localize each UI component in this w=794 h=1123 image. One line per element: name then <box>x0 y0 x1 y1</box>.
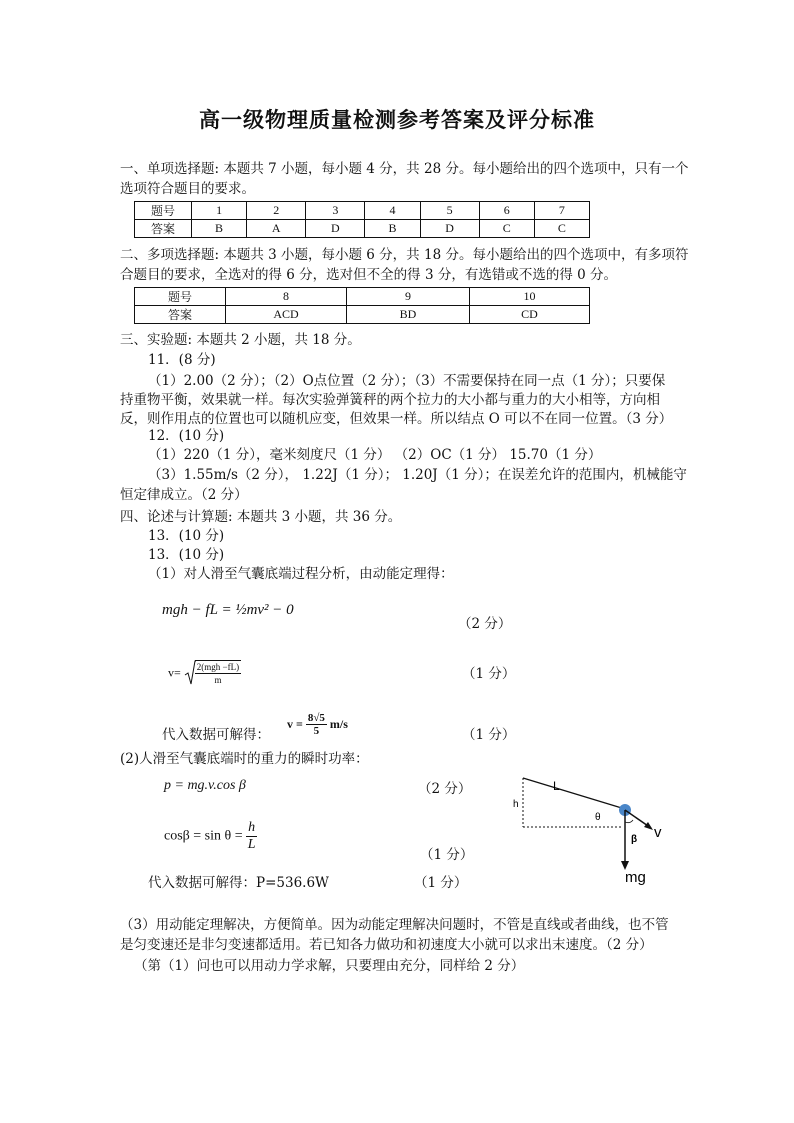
answer-cell: B <box>192 220 247 238</box>
label-beta: β <box>631 834 638 845</box>
table-row <box>135 288 590 306</box>
table-row <box>135 306 590 324</box>
velocity-value-score: （1 分） <box>462 727 516 743</box>
velocity-sqrt-formula <box>168 660 241 686</box>
section1-line1: 一、单项选择题: 本题共 7 小题，每小题 4 分，共 28 分。每小题给出的四个选项中，只有一个 <box>120 161 689 177</box>
q12-line1: （1）220（1 分），毫米刻度尺（1 分） （2）OC（1 分） 15.70（1 分） <box>148 447 602 463</box>
power-result-score: （1 分） <box>414 875 468 891</box>
number-cell: 9 <box>347 288 470 306</box>
number-cell: 3 <box>306 202 365 220</box>
cos-beta-score: （1 分） <box>420 847 474 863</box>
part1-text: （1）对人滑至气囊底端过程分析，由动能定理得： <box>148 566 454 582</box>
q12-line3: 恒定律成立。（2 分） <box>120 487 248 503</box>
number-cell: 2 <box>247 202 306 220</box>
section2-line2: 合题目的要求，全选对的得 6 分，选对但不全的得 3 分，有选错或不选的得 0 分。 <box>120 267 618 283</box>
number-cell: 10 <box>470 288 590 306</box>
part3-line1: （3）用动能定理解决，方便简单。因为动能定理解决问题时，不管是直线或者曲线，也不管 <box>120 917 669 933</box>
power-equation-score: （2 分） <box>418 781 472 797</box>
cos-beta-prefix: cosβ = sin θ = <box>164 828 243 844</box>
velocity-prefix: v= <box>168 665 181 680</box>
label-L: L <box>553 779 560 793</box>
velocity-denominator: 5 <box>313 725 320 737</box>
power-equation: p = mg.v.cos β <box>164 778 246 793</box>
answer-label-cell: 答案 <box>135 220 192 238</box>
label-theta: θ <box>595 812 601 823</box>
energy-equation-score: （2 分） <box>458 616 512 632</box>
answer-cell: B <box>365 220 420 238</box>
answer-cell: CD <box>470 306 590 324</box>
answer-cell: D <box>306 220 365 238</box>
cos-beta-denominator: L <box>247 837 256 852</box>
number-cell: 8 <box>226 288 347 306</box>
q13-heading: 13．(10 分) <box>148 528 225 544</box>
sqrt-denominator: m <box>214 675 222 685</box>
header-label-cell: 题号 <box>135 202 192 220</box>
table-row <box>135 202 590 220</box>
label-h: h <box>513 799 519 810</box>
q11-line2: 持重物平衡，效果就一样。每次实验弹簧秤的两个拉力的大小都与重力的大小相等，方向相 <box>120 392 660 408</box>
section1-line2: 选项符合题目的要求。 <box>120 181 255 197</box>
velocity-numerator: 8√5 <box>307 712 325 724</box>
beta-arc <box>625 820 633 823</box>
answer-cell: D <box>420 220 479 238</box>
incline-force-diagram <box>505 770 685 890</box>
q12-line2: （3）1.55m/s（2 分）， 1.22J（1 分）； 1.20J（1 分）；在误差允许的范围内，机械能守 <box>148 467 687 483</box>
answer-cell: ACD <box>226 306 347 324</box>
q11-line1: （1）2.00（2 分）；（2）O点位置（2 分）；（3）不需要保持在同一点（1 分）；只要保 <box>148 373 666 389</box>
velocity-value-prefix: v = <box>287 717 303 731</box>
sqrt-numerator: 2(mgh −fL) <box>196 662 240 672</box>
section3-heading: 三、实验题: 本题共 2 小题，共 18 分。 <box>120 332 361 348</box>
substitute-label: 代入数据可解得： <box>162 727 270 743</box>
label-v: v <box>654 824 662 841</box>
incline-line <box>523 778 625 809</box>
number-cell: 4 <box>365 202 420 220</box>
number-cell: 1 <box>192 202 247 220</box>
answer-label-cell: 答案 <box>135 306 226 324</box>
answer-cell: BD <box>347 306 470 324</box>
velocity-formula-score: （1 分） <box>462 666 516 682</box>
number-cell: 5 <box>420 202 479 220</box>
velocity-value-formula <box>287 712 348 737</box>
answer-cell: C <box>534 220 589 238</box>
cos-beta-equation <box>164 820 257 853</box>
answer-cell: C <box>479 220 534 238</box>
part3-note: （第（1）问也可以用动力学求解，只要理由充分，同样给 2 分） <box>134 958 525 974</box>
table-row <box>135 220 590 238</box>
power-result: 代入数据可解得：P=536.6W <box>148 875 329 891</box>
q12-heading: 12．(10 分) <box>148 428 225 444</box>
part2-text: (2)人滑至气囊底端时的重力的瞬时功率： <box>120 751 369 767</box>
section2-line1: 二、多项选择题: 本题共 3 小题，每小题 6 分，共 18 分。每小题给出的四个选项中，有多项符 <box>120 247 689 263</box>
q13-heading-repeat: 13．(10 分) <box>148 547 225 563</box>
label-mg: mg <box>625 869 646 886</box>
number-cell: 7 <box>534 202 589 220</box>
cos-beta-numerator: h <box>248 820 256 835</box>
single-choice-answer-table <box>134 201 590 238</box>
energy-equation: mgh − fL = ½mv² − 0 <box>162 602 294 618</box>
multi-choice-answer-table <box>134 287 590 324</box>
q11-heading: 11．(8 分) <box>148 352 216 368</box>
section4-heading: 四、论述与计算题: 本题共 3 小题，共 36 分。 <box>120 509 402 525</box>
velocity-unit: m/s <box>329 717 348 731</box>
part3-line2: 是匀变速还是非匀变速都适用。若已知各力做功和初速度大小就可以求出末速度。（2 分） <box>120 937 653 953</box>
header-label-cell: 题号 <box>135 288 226 306</box>
q11-line3: 反，则作用点的位置也可以随机应变，但效果一样。所以结点 O 可以不在同一位置。（3 分） <box>120 411 673 427</box>
number-cell: 6 <box>479 202 534 220</box>
answer-cell: A <box>247 220 306 238</box>
page-title: 高一级物理质量检测参考答案及评分标准 <box>199 107 595 132</box>
